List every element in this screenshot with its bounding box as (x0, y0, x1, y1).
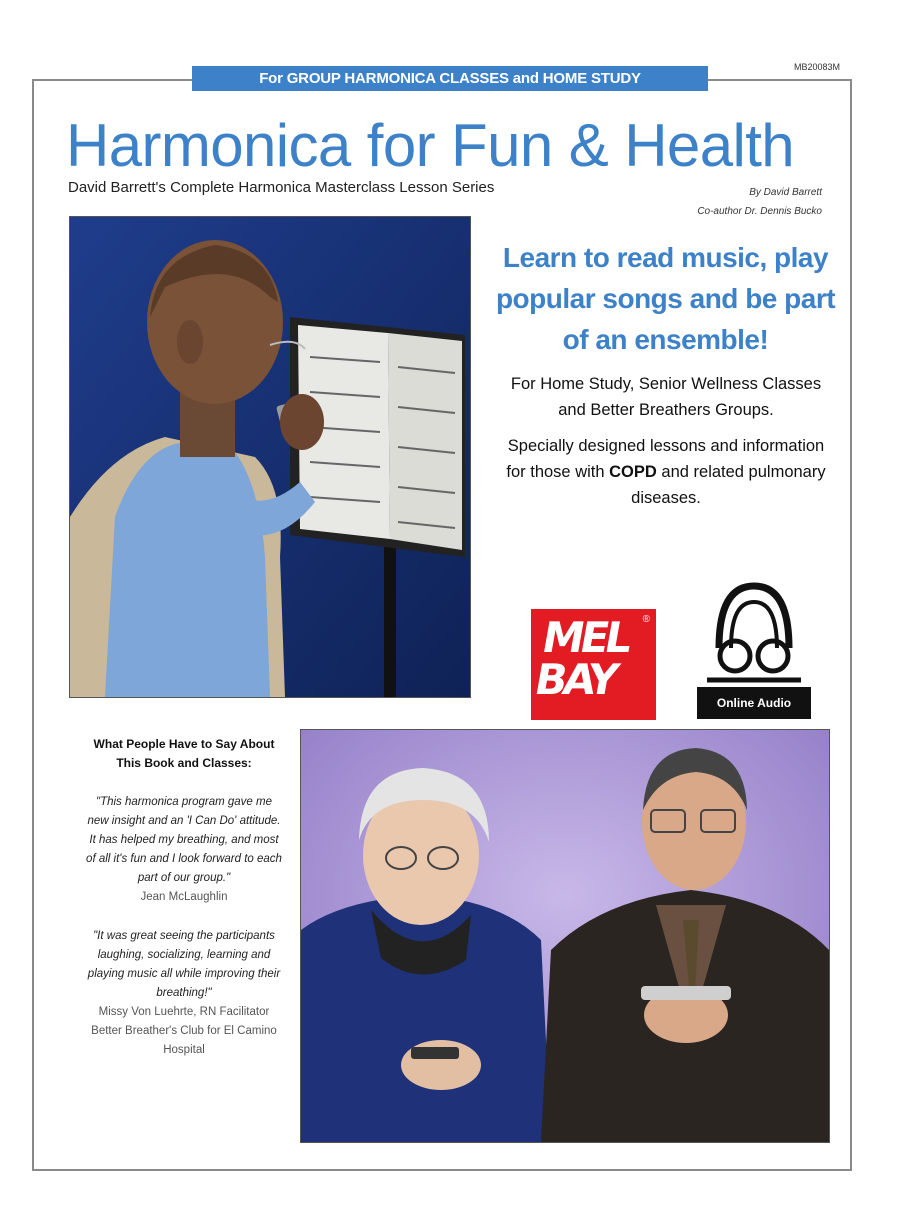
copd-text-pre: Specially designed lessons and information for those with (506, 437, 825, 481)
online-audio-label: Online Audio (697, 687, 811, 719)
testimonial-quote-2: "It was great seeing the participants laughing, socializing, learning and playing music all while improving their breathing!" (87, 930, 281, 999)
headline: Learn to read music, play popular songs and be part of an ensemble! (495, 242, 836, 355)
photo-man-playing-harmonica (69, 216, 471, 698)
top-banner: For GROUP HARMONICA CLASSES and HOME STUDY (192, 66, 708, 91)
copd-text (506, 433, 826, 511)
testimonial-quote-1: "This harmonica program gave me new insight and an 'I Can Do' attitude. It has helped my breathing, and most of all it's fun and I look forward to each part of our group." (86, 796, 282, 884)
author-line: By David Barrett (749, 187, 822, 198)
headphones-icon (697, 578, 811, 686)
series-subtitle: David Barrett's Complete Harmonica Masterclass Lesson Series (68, 179, 495, 196)
registered-icon: ® (642, 614, 650, 625)
testimonial-author-1: Jean McLaughlin (140, 891, 228, 903)
testimonial-author-2: Missy Von Luehrte, RN Facilitator Better Breather's Club for El Camino Hospital (91, 1006, 277, 1056)
testimonials (84, 735, 284, 1080)
info-block (506, 371, 826, 521)
audience-text: For Home Study, Senior Wellness Classes and Better Breathers Groups. (510, 375, 822, 419)
photo-couple-with-harmonicas (300, 729, 830, 1143)
mel-bay-logo (531, 609, 656, 720)
copd-text-post: and related pulmonary diseases. (631, 463, 826, 507)
byline (697, 183, 822, 221)
product-code: MB20083M (793, 62, 840, 72)
coauthor-line: Co-author Dr. Dennis Bucko (697, 206, 822, 217)
book-title: Harmonica for Fun & Health (66, 112, 795, 179)
copd-label: COPD (609, 463, 657, 481)
online-audio-badge (697, 578, 811, 720)
testimonials-heading: What People Have to Say About This Book and Classes: (93, 737, 275, 770)
mel-bay-logo-text: MEL BAY (531, 613, 633, 704)
